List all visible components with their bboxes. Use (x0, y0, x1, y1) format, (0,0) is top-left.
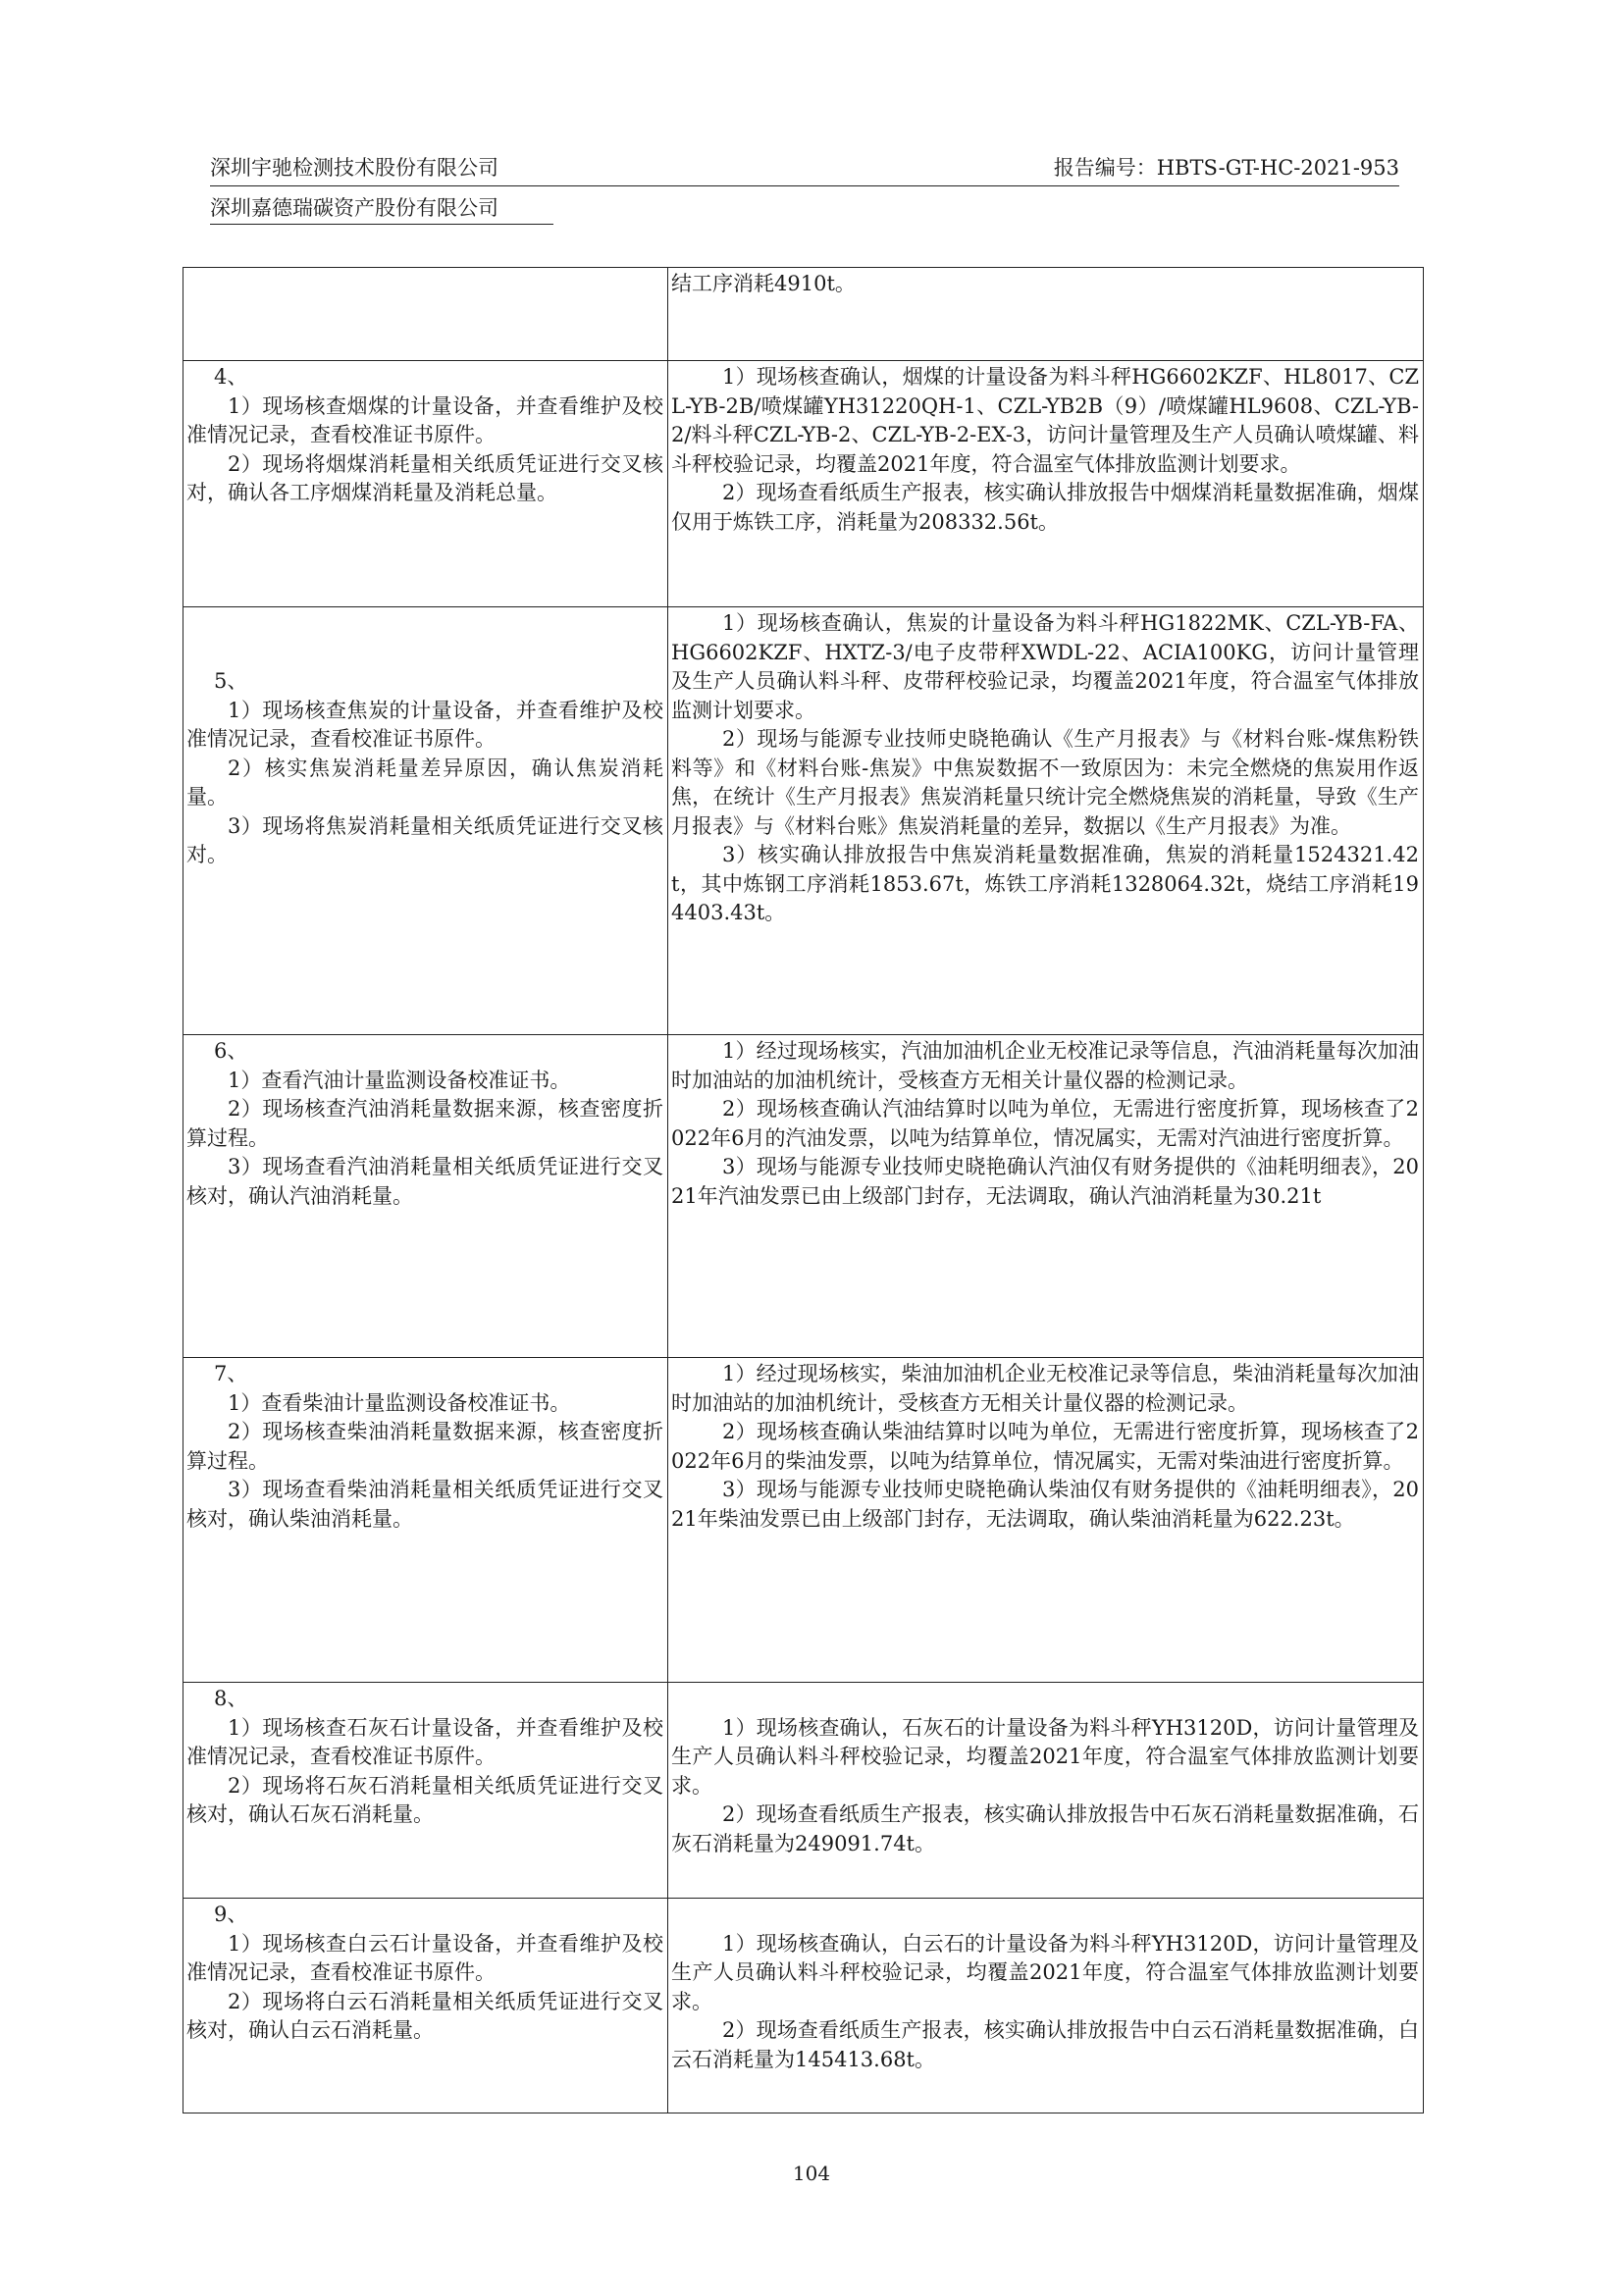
check-result-cell (668, 361, 1424, 607)
result-text: 3）核实确认排放报告中焦炭消耗量数据准确，焦炭的消耗量1524321.42t，其中炼钢工序消耗1853.67t，炼铁工序消耗1328064.32t，烧结工序消耗194403.43t。 (671, 843, 1419, 924)
method-text: 2）现场核查柴油消耗量数据来源，核查密度折算过程。 (186, 1420, 663, 1473)
item-number: 5、 (214, 669, 248, 693)
method-text: 2）现场将烟煤消耗量相关纸质凭证进行交叉核对，确认各工序烟煤消耗量及消耗总量。 (186, 451, 663, 504)
result-text: 2）现场核查确认汽油结算时以吨为单位，无需进行密度折算，现场核查了2022年6月的汽油发票，以吨为结算单位，情况属实，无需对汽油进行密度折算。 (671, 1097, 1419, 1150)
result-text: 1）现场核查确认，白云石的计量设备为料斗秤YH3120D，访问计量管理及生产人员确认料斗秤校验记录，均覆盖2021年度，符合温室气体排放监测计划要求。 (671, 1931, 1419, 2013)
table-row (183, 361, 1424, 607)
item-number: 8、 (214, 1687, 248, 1710)
table-row (183, 268, 1424, 361)
check-method-cell (183, 1899, 668, 2113)
method-text: 2）核实焦炭消耗量差异原因，确认焦炭消耗量。 (186, 756, 663, 809)
check-result-cell (668, 607, 1424, 1035)
method-text: 3）现场查看柴油消耗量相关纸质凭证进行交叉核对，确认柴油消耗量。 (186, 1478, 663, 1531)
spacer-line (186, 609, 663, 639)
result-text: 1）经过现场核实，汽油加油机企业无校准记录等信息，汽油消耗量每次加油时加油站的加油机统计，受核查方无相关计量仪器的检测记录。 (671, 1039, 1419, 1092)
check-result-cell (668, 268, 1424, 361)
method-text: 3）现场查看汽油消耗量相关纸质凭证进行交叉核对，确认汽油消耗量。 (186, 1155, 663, 1208)
check-method-cell (183, 1683, 668, 1899)
result-text: 1）现场核查确认，烟煤的计量设备为料斗秤HG6602KZF、HL8017、CZL-YB-2B/喷煤罐YH31220QH-1、CZL-YB2B（9）/喷煤罐HL9608、CZL-YB-2/料斗秤CZL-YB-2、CZL-YB-2-EX-3，访问计量管理及生产人员确认喷煤罐、料斗秤校验记录，均覆盖2021年度，符合温室气体排放监测计划要求。 (671, 365, 1419, 476)
result-text: 2）现场与能源专业技师史晓艳确认《生产月报表》与《材料台账-煤焦粉铁料等》和《材料台账-焦炭》中焦炭数据不一致原因为：未完全燃烧的焦炭用作返焦，在统计《生产月报表》焦炭消耗量只统计完全燃烧焦炭的消耗量，导致《生产月报表》与《材料台账》焦炭消耗量的差异，数据以《生产月报表》为准。 (671, 727, 1419, 838)
spacer-line (671, 1685, 1419, 1714)
result-text: 1）现场核查确认，焦炭的计量设备为料斗秤HG1822MK、CZL-YB-FA、HG6602KZF、HXTZ-3/电子皮带秤XWDL-22、ACIA100KG，访问计量管理及生产人员确认料斗秤、皮带秤校验记录，均覆盖2021年度，符合温室气体排放监测计划要求。 (671, 611, 1419, 722)
result-text: 2）现场核查确认柴油结算时以吨为单位，无需进行密度折算，现场核查了2022年6月的柴油发票，以吨为结算单位，情况属实，无需对柴油进行密度折算。 (671, 1420, 1419, 1473)
method-text: 1）现场核查焦炭的计量设备，并查看维护及校准情况记录，查看校准证书原件。 (186, 698, 663, 751)
check-method-cell (183, 268, 668, 361)
item-number: 4、 (214, 365, 248, 389)
report-number: 报告编号：HBTS-GT-HC-2021-953 (1053, 156, 1399, 180)
result-text: 2）现场查看纸质生产报表，核实确认排放报告中石灰石消耗量数据准确，石灰石消耗量为249091.74t。 (671, 1802, 1419, 1855)
item-number: 7、 (214, 1362, 248, 1385)
check-method-cell (183, 607, 668, 1035)
method-text: 1）现场核查石灰石计量设备，并查看维护及校准情况记录，查看校准证书原件。 (186, 1715, 663, 1768)
page-number: 104 (792, 2162, 831, 2185)
table-row (183, 1899, 1424, 2113)
method-text: 2）现场核查汽油消耗量数据来源，核查密度折算过程。 (186, 1097, 663, 1150)
check-method-cell (183, 1358, 668, 1683)
table-row (183, 607, 1424, 1035)
header-underline (210, 224, 553, 225)
result-text: 结工序消耗4910t。 (671, 272, 856, 295)
check-result-cell (668, 1035, 1424, 1358)
method-text: 3）现场将焦炭消耗量相关纸质凭证进行交叉核对。 (186, 813, 663, 866)
company-name-secondary: 深圳嘉德瑞碳资产股份有限公司 (210, 196, 498, 220)
check-result-cell (668, 1683, 1424, 1899)
method-text: 1）现场核查烟煤的计量设备，并查看维护及校准情况记录，查看校准证书原件。 (186, 393, 663, 446)
result-text: 2）现场查看纸质生产报表，核实确认排放报告中白云石消耗量数据准确，白云石消耗量为145413.68t。 (671, 2018, 1419, 2071)
spacer-line (186, 639, 663, 668)
item-number: 6、 (214, 1039, 248, 1063)
check-method-cell (183, 361, 668, 607)
method-text: 2）现场将石灰石消耗量相关纸质凭证进行交叉核对，确认石灰石消耗量。 (186, 1773, 663, 1826)
result-text: 2）现场查看纸质生产报表，核实确认排放报告中烟煤消耗量数据准确，烟煤仅用于炼铁工序，消耗量为208332.56t。 (671, 481, 1419, 534)
check-method-cell (183, 1035, 668, 1358)
table-row (183, 1035, 1424, 1358)
result-text: 3）现场与能源专业技师史晓艳确认柴油仅有财务提供的《油耗明细表》，2021年柴油发票已由上级部门封存，无法调取，确认柴油消耗量为622.23t。 (671, 1478, 1419, 1531)
spacer-line (671, 1901, 1419, 1930)
method-text: 1）查看汽油计量监测设备校准证书。 (228, 1068, 571, 1092)
table-row (183, 1683, 1424, 1899)
header-rule (210, 185, 1399, 186)
company-name-primary: 深圳宇驰检测技术股份有限公司 (210, 156, 498, 180)
check-result-cell (668, 1358, 1424, 1683)
table-row (183, 1358, 1424, 1683)
verification-table (183, 267, 1424, 2113)
method-text: 2）现场将白云石消耗量相关纸质凭证进行交叉核对，确认白云石消耗量。 (186, 1989, 663, 2042)
result-text: 1）现场核查确认，石灰石的计量设备为料斗秤YH3120D，访问计量管理及生产人员确认料斗秤校验记录，均覆盖2021年度，符合温室气体排放监测计划要求。 (671, 1715, 1419, 1798)
item-number: 9、 (214, 1903, 248, 1926)
check-result-cell (668, 1899, 1424, 2113)
result-text: 3）现场与能源专业技师史晓艳确认汽油仅有财务提供的《油耗明细表》，2021年汽油发票已由上级部门封存，无法调取，确认汽油消耗量为30.21t (671, 1155, 1419, 1208)
method-text: 1）现场核查白云石计量设备，并查看维护及校准情况记录，查看校准证书原件。 (186, 1931, 663, 1984)
result-text: 1）经过现场核实，柴油加油机企业无校准记录等信息，柴油消耗量每次加油时加油站的加油机统计，受核查方无相关计量仪器的检测记录。 (671, 1362, 1419, 1415)
method-text: 1）查看柴油计量监测设备校准证书。 (228, 1390, 571, 1415)
